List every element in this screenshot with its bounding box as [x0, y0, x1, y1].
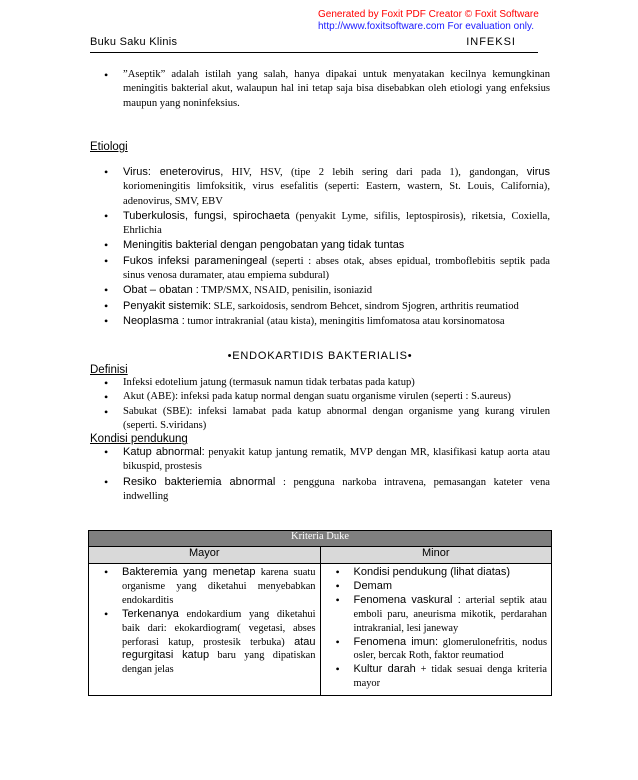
- minor-column-header: Minor: [320, 547, 552, 564]
- mayor-column-header: Mayor: [89, 547, 321, 564]
- endokarditis-heading: •ENDOKARTIDIS BAKTERIALIS•: [227, 350, 413, 362]
- definisi-section: [90, 364, 550, 504]
- mayor-criterion: • Terkenanya endokardium yang diketahui baik dari: ekokardiogram( vegetasi, abses perforasi katup, prostesik terbuka) atau regurgitasi katup baru yang dipatiskan dengan jelas: [89, 608, 320, 678]
- etiologi-item: • Obat – obatan : TMP/SMX, NSAID, penisilin, isoniazid: [90, 283, 550, 298]
- mayor-criterion: • Bakteremia yang menetap karena suatu organisme yang diketahui menyebabkan endokarditis: [89, 566, 320, 608]
- definisi-item: • Sabukat (SBE): infeksi lamabat pada katup abnormal dengan organisme yang kurang virulen (seperti. S.viridans): [90, 405, 550, 434]
- etiologi-item: • Virus: eneterovirus, HIV, HSV, (tipe 2 lebih sering dari pada 1), gandongan, virus koriomeningitis limfoksitik, virus esefalitis (seperti: Eastern, wastern, St. Louis, California), adenovirus, SMV, EBV: [90, 165, 550, 209]
- definisi-item: • Akut (ABE): infeksi pada katup normal dengan suatu organisme virulen (seperti : S.aureus): [90, 390, 550, 404]
- etiologi-heading: Etiologi: [90, 141, 128, 153]
- etiologi-section: [90, 141, 550, 153]
- etiologi-item: • Penyakit sistemik: SLE, sarkoidosis, sendrom Behcet, sindrom Sjogren, arthritis reumatiod: [90, 299, 550, 314]
- watermark-line-2: http://www.foxitsoftware.com For evaluation only.: [318, 21, 535, 32]
- duke-table-title: Kriteria Duke: [89, 531, 552, 547]
- etiologi-item: • Tuberkulosis, fungsi, spirochaeta (penyakit Lyme, sifilis, leptospirosis), riketsia, Coxiella, Ehrlichia: [90, 209, 550, 239]
- watermark-line-1: Generated by Foxit PDF Creator © Foxit Software: [318, 9, 539, 20]
- definisi-item: • Infeksi edotelium jatung (termasuk namun tidak terbatas pada katup): [90, 376, 550, 390]
- definisi-heading: Definisi: [90, 364, 128, 376]
- minor-criterion: • Fenomena imun: glomerulonefritis, nodus osler, bercak Roth, faktor reumatiod: [321, 636, 552, 664]
- etiologi-item: • Meningitis bakterial dengan pengobatan yang tidak tuntas: [90, 238, 550, 253]
- minor-criteria-cell: [320, 564, 552, 696]
- intro-block: [90, 68, 550, 111]
- kondisi-item: • Katup abnormal: penyakit katup jantung rematik, MVP dengan MR, klasifikasi katup aorta atau bikuspid, prostesis: [90, 445, 550, 475]
- duke-criteria-table: [88, 530, 552, 696]
- kondisi-heading: Kondisi pendukung: [90, 433, 188, 446]
- foxit-watermark: [318, 9, 539, 33]
- minor-criterion: • Demam: [321, 580, 552, 594]
- header-book-title: Buku Saku Klinis: [90, 36, 178, 48]
- minor-criterion: • Kondisi pendukung (lihat diatas): [321, 566, 552, 580]
- etiologi-item: • Neoplasma : tumor intrakranial (atau kista), meningitis limfomatosa atau korsinomatosa: [90, 314, 550, 329]
- minor-criterion: • Kultur darah + tidak sesuai denga kriteria mayor: [321, 663, 552, 691]
- page-header: [90, 36, 538, 53]
- intro-item: • ”Aseptik” adalah istilah yang salah, hanya dipakai untuk menyatakan kecilnya kemungkinan meningitis bakterial akut, walaupun hal ini tetap saja bisa disebabkan oleh etiologi yang enfeksius maupun yang noninfeksius.: [90, 68, 550, 111]
- kondisi-item: • Resiko bakteriemia abnormal : pengguna narkoba intravena, pemasangan kateter vena indwelling: [90, 475, 550, 505]
- etiologi-item: • Fukos infeksi parameningeal (seperti : abses otak, abses epidual, tromboflebitis septik pada sinus venosa duramater, atau empiema subdural): [90, 254, 550, 284]
- etiologi-list: [90, 165, 550, 329]
- minor-criterion: • Fenomena vaskural : arterial septik atau emboli paru, aneurisma mikotik, perdarahan intrakranial, lesi janeway: [321, 594, 552, 636]
- mayor-criteria-cell: [89, 564, 321, 696]
- header-section-title: INFEKSI: [466, 36, 516, 48]
